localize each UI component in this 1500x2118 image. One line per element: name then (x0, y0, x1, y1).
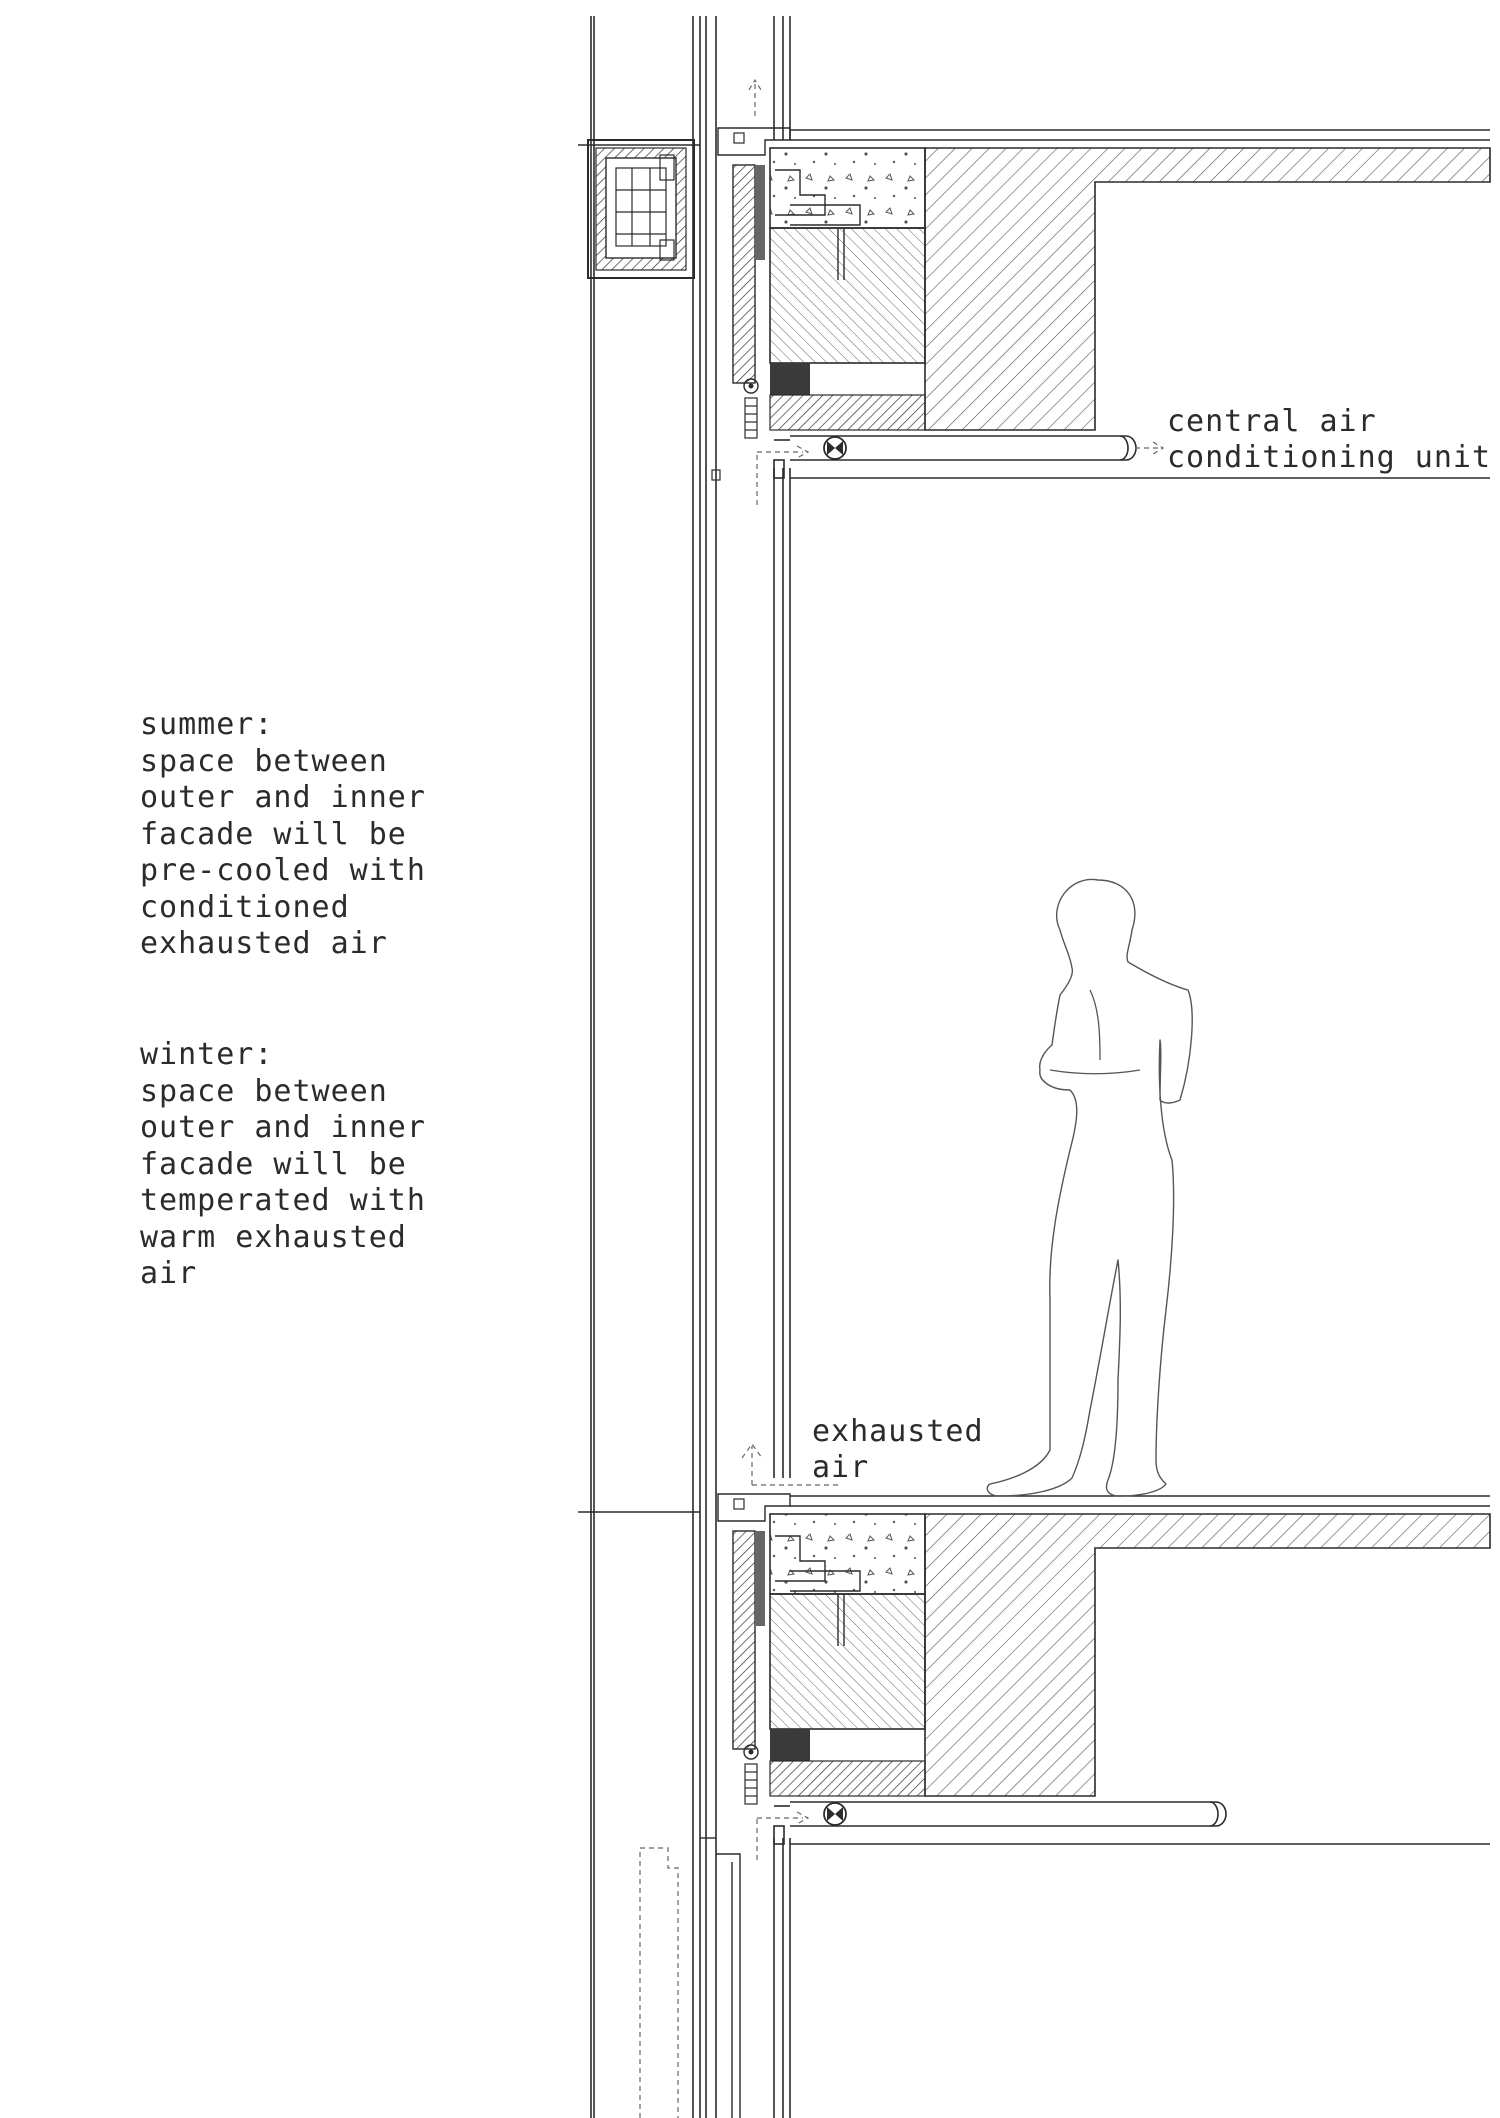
central-air-label (1167, 404, 1491, 476)
lower-floor-slab (718, 1494, 1490, 1844)
note-line: pre-cooled with (140, 853, 426, 888)
exhausted-air-label (812, 1414, 984, 1486)
note-line: warm exhausted (140, 1219, 407, 1255)
note-line: summer: (140, 707, 274, 742)
note-line: winter: (140, 1037, 274, 1072)
label-line: exhausted (812, 1414, 984, 1449)
note-line: outer and inner (140, 780, 426, 815)
label-line: conditioning unit (1167, 440, 1492, 475)
note-line: facade will be (140, 816, 407, 852)
note-line: exhausted air (140, 926, 388, 961)
winter-note (140, 1037, 426, 1293)
note-line: space between (140, 1073, 388, 1109)
outer-facade-lines (591, 16, 716, 2118)
summer-note (140, 707, 426, 963)
shading-box (588, 140, 694, 278)
label-line: central air (1167, 404, 1377, 439)
damper-icon (824, 1803, 846, 1825)
note-line: temperated with (140, 1183, 426, 1218)
note-line: space between (140, 743, 388, 779)
person-silhouette (987, 879, 1192, 1496)
note-line: outer and inner (140, 1110, 426, 1145)
note-line: facade will be (140, 1146, 407, 1182)
note-line: air (140, 1256, 198, 1291)
note-line: conditioned (140, 889, 350, 925)
damper-icon (824, 437, 846, 459)
label-line: air (812, 1450, 870, 1485)
